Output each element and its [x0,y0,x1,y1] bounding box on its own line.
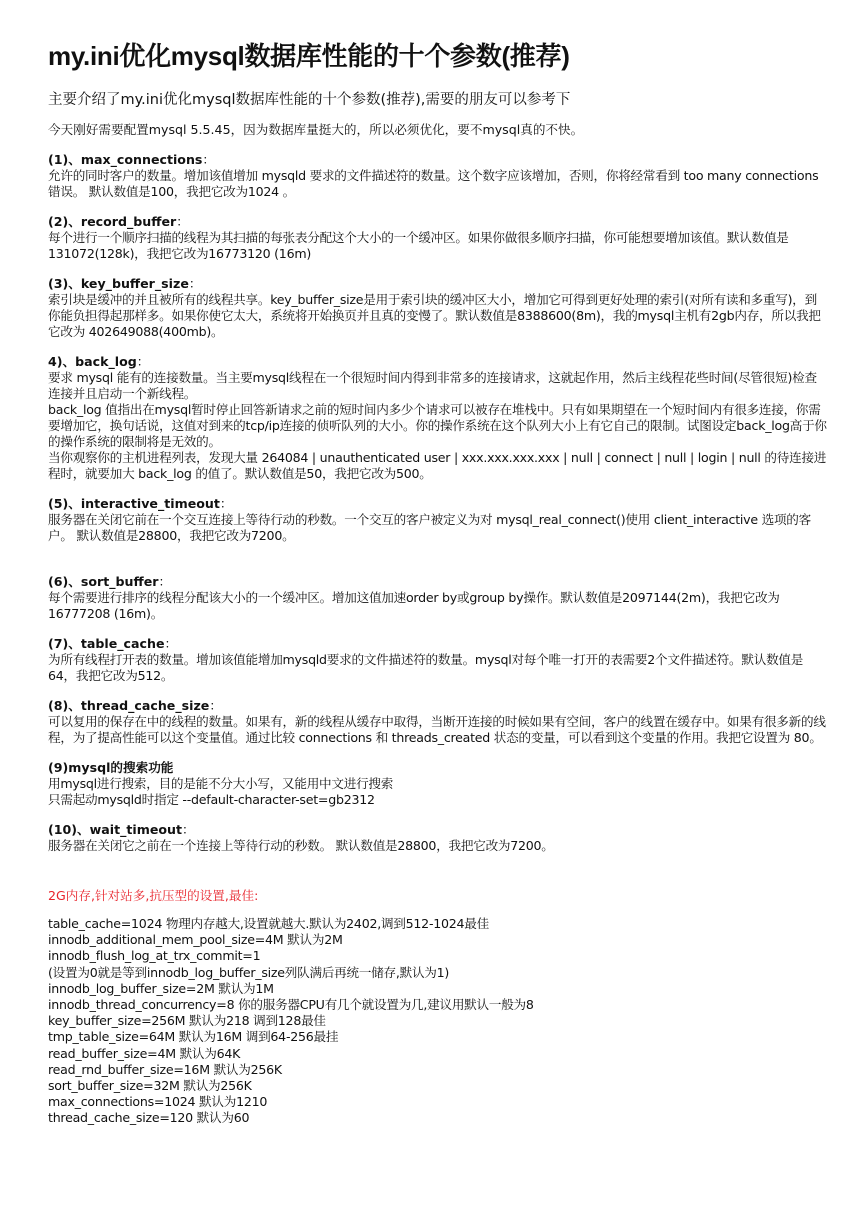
section-paragraph: 每个进行一个顺序扫描的线程为其扫描的每张表分配这个大小的一个缓冲区。如果你做很多顺序扫描，你可能想要增加该值。默认数值是131072(128k)，我把它改为16773120 (16m) [48,230,789,261]
config-line: tmp_table_size=64M 默认为16M 调到64-256最挂 [48,1029,339,1045]
config-line: (设置为0就是等到innodb_log_buffer_size列队满后再统一储存,默认为1) [48,964,450,980]
config-line: key_buffer_size=256M 默认为218 调到128最佳 [48,1013,326,1029]
intro-paragraph: 今天刚好需要配置mysql 5.5.45，因为数据库量挺大的，所以必须优化，要不mysql真的不快。 [48,122,584,137]
section [48,214,828,262]
section-paragraph: 用mysql进行搜索，目的是能不分大小写，又能用中文进行搜索 [48,776,394,791]
section [48,574,828,622]
section-title-text: (6)、sort_buffer [48,574,159,589]
config-line: innodb_flush_log_at_trx_commit=1 [48,948,261,964]
section [48,760,828,808]
section-title-colon: ： [158,574,172,589]
section [48,698,828,746]
config-line: sort_buffer_size=32M 默认为256K [48,1078,252,1094]
section [48,822,828,854]
section-title [48,698,828,714]
section-paragraph: 服务器在关闭它之前在一个连接上等待行动的秒数。 默认数值是28800，我把它改为7200。 [48,838,554,853]
section-title [48,822,828,838]
section-title-text: (7)、table_cache [48,636,165,651]
config-line: read_buffer_size=4M 默认为64K [48,1045,241,1061]
section-title-text: (3)、key_buffer_size [48,276,189,291]
section-paragraph: 索引块是缓冲的并且被所有的线程共享。key_buffer_size是用于索引块的缓冲区大小，增加它可得到更好处理的索引(对所有读和多重写)，到你能负担得起那样多。如果你使它太大，系统将开始换页并且真的变慢了。默认数值是8388600(8m)，我的mysql主机有2gb内存，所以我把它改为 402649088(400mb)。 [48,292,821,339]
section-paragraph: 要求 mysql 能有的连接数量。当主要mysql线程在一个很短时间内得到非常多的连接请求，这就起作用，然后主线程花些时间(尽管很短)检查连接并且启动一个新线程。 [48,370,817,401]
section-title [48,214,828,230]
section-paragraph: 每个需要进行排序的线程分配该大小的一个缓冲区。增加这值加速order by或group by操作。默认数值是2097144(2m)，我把它改为 16777208 (16m)。 [48,590,780,621]
section-title-colon: ： [164,636,178,651]
section-title-text: 4)、back_log [48,354,137,369]
section-paragraph: 当你观察你的主机进程列表，发现大量 264084 | unauthenticated user | xxx.xxx.xxx.xxx | null | connect | null | login | null 的待连接进程时，就要加大 back_log 的值了。默认数值是50，我把它改为500。 [48,450,827,481]
section-title [48,152,828,168]
section-paragraph: 允许的同时客户的数量。增加该值增加 mysqld 要求的文件描述符的数量。这个数字应该增加，否则，你将经常看到 too many connections 错误。 默认数值是100，我把它改为1024 。 [48,168,819,199]
recommendation-heading: 2G内存,针对站多,抗压型的设置,最佳: [48,888,259,903]
section-title-text: (2)、record_buffer [48,214,177,229]
config-line: innodb_additional_mem_pool_size=4M 默认为2M [48,932,343,948]
section [48,276,828,340]
section-title-colon: ： [202,152,216,167]
section-title-text: (8)、thread_cache_size [48,698,210,713]
section-title [48,354,828,370]
section-paragraph: 只需起动mysqld时指定 --default-character-set=gb2312 [48,792,375,807]
section-title-colon: ： [219,496,233,511]
section-title-text: (10)、wait_timeout [48,822,183,837]
section-title-colon: ： [188,276,202,291]
page-subtitle: 主要介绍了my.ini优化mysql数据库性能的十个参数(推荐),需要的朋友可以参考下 [48,92,571,108]
section-title-text: (1)、max_connections [48,152,203,167]
section-title-text: (5)、interactive_timeout [48,496,220,511]
config-block [48,916,828,1127]
sections-container [48,152,828,854]
config-line: thread_cache_size=120 默认为60 [48,1110,250,1126]
config-line: innodb_thread_concurrency=8 你的服务器CPU有几个就设置为几,建议用默认一般为8 [48,997,534,1013]
section-title-colon: ： [209,698,222,713]
section-title-colon: ： [136,354,150,369]
section-title [48,276,828,292]
config-line: innodb_log_buffer_size=2M 默认为1M [48,980,274,996]
section-title [48,760,828,776]
section-paragraph: 服务器在关闭它前在一个交互连接上等待行动的秒数。一个交互的客户被定义为对 mysql_real_connect()使用 client_interactive 选项的客户。 默认数值是28800，我把它改为7200。 [48,512,811,543]
config-line: read_rnd_buffer_size=16M 默认为256K [48,1061,282,1077]
section-title-colon: ： [176,214,189,229]
section-title-colon: ： [182,822,195,837]
config-line: max_connections=1024 默认为1210 [48,1094,268,1110]
section-title [48,496,828,512]
section-title [48,574,828,590]
section-paragraph: back_log 值指出在mysql暂时停止回答新请求之前的短时间内多少个请求可以被存在堆栈中。只有如果期望在一个短时间内有很多连接，你需要增加它，换句话说，这值对到来的tcp/ip连接的侦听队列的大小。你的操作系统在这个队列大小上有它自己的限制。试图设定back_log高于你的操作系统的限制将是无效的。 [48,402,827,449]
section-paragraph: 可以复用的保存在中的线程的数量。如果有，新的线程从缓存中取得，当断开连接的时候如果有空间，客户的线置在缓存中。如果有很多新的线程，为了提高性能可以这个变量值。通过比较 connections 和 threads_created 状态的变量，可以看到这个变量的作用。我把它设置为 80。 [48,714,826,745]
section-title [48,636,828,652]
config-line: table_cache=1024 物理内存越大,设置就越大.默认为2402,调到512-1024最佳 [48,916,489,931]
page-title: my.ini优化mysql数据库性能的十个参数(推荐) [48,41,570,71]
section [48,496,828,544]
section [48,636,828,684]
section [48,354,828,482]
section-title-text: (9)mysql的搜索功能 [48,760,174,775]
section [48,152,828,200]
section-paragraph: 为所有线程打开表的数量。增加该值能增加mysqld要求的文件描述符的数量。mysql对每个唯一打开的表需要2个文件描述符。默认数值是64，我把它改为512。 [48,652,804,683]
